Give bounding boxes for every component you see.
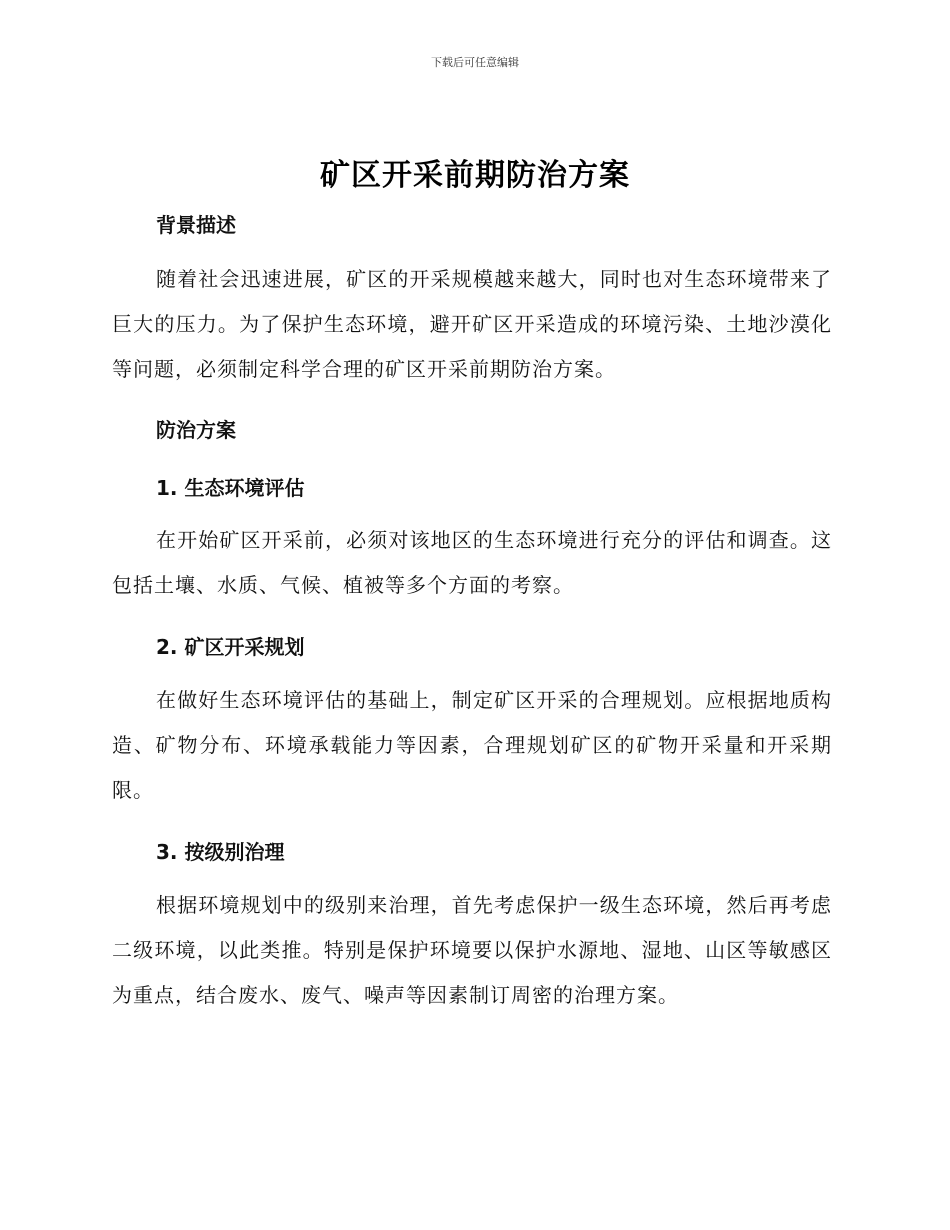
background-paragraph: 随着社会迅速进展，矿区的开采规模越来越大，同时也对生态环境带来了巨大的压力。为了保护生态环境，避开矿区开采造成的环境污染、土地沙漠化等问题，必须制定科学合理的矿区开采前期防治方案。 [112, 267, 832, 381]
item1-paragraph: 在开始矿区开采前，必须对该地区的生态环境进行充分的评估和调查。这包括土壤、水质、气候、植被等多个方面的考察。 [112, 528, 832, 597]
header-note: 下载后可任意编辑 [431, 56, 519, 69]
item2-heading: 2. 矿区开采规划 [156, 635, 305, 659]
item3-paragraph: 根据环境规划中的级别来治理，首先考虑保护一级生态环境，然后再考虑二级环境，以此类推。特别是保护环境要以保护水源地、湿地、山区等敏感区为重点，结合废水、废气、噪声等因素制订周密的治理方案。 [112, 893, 832, 1007]
plan-heading: 防治方案 [156, 418, 236, 442]
item2-paragraph: 在做好生态环境评估的基础上，制定矿区开采的合理规划。应根据地质构造、矿物分布、环境承载能力等因素，合理规划矿区的矿物开采量和开采期限。 [112, 688, 832, 802]
item1-heading: 1. 生态环境评估 [156, 476, 305, 500]
document-title: 矿区开采前期防治方案 [320, 158, 630, 193]
background-heading: 背景描述 [156, 213, 236, 237]
item3-heading: 3. 按级别治理 [156, 840, 285, 864]
